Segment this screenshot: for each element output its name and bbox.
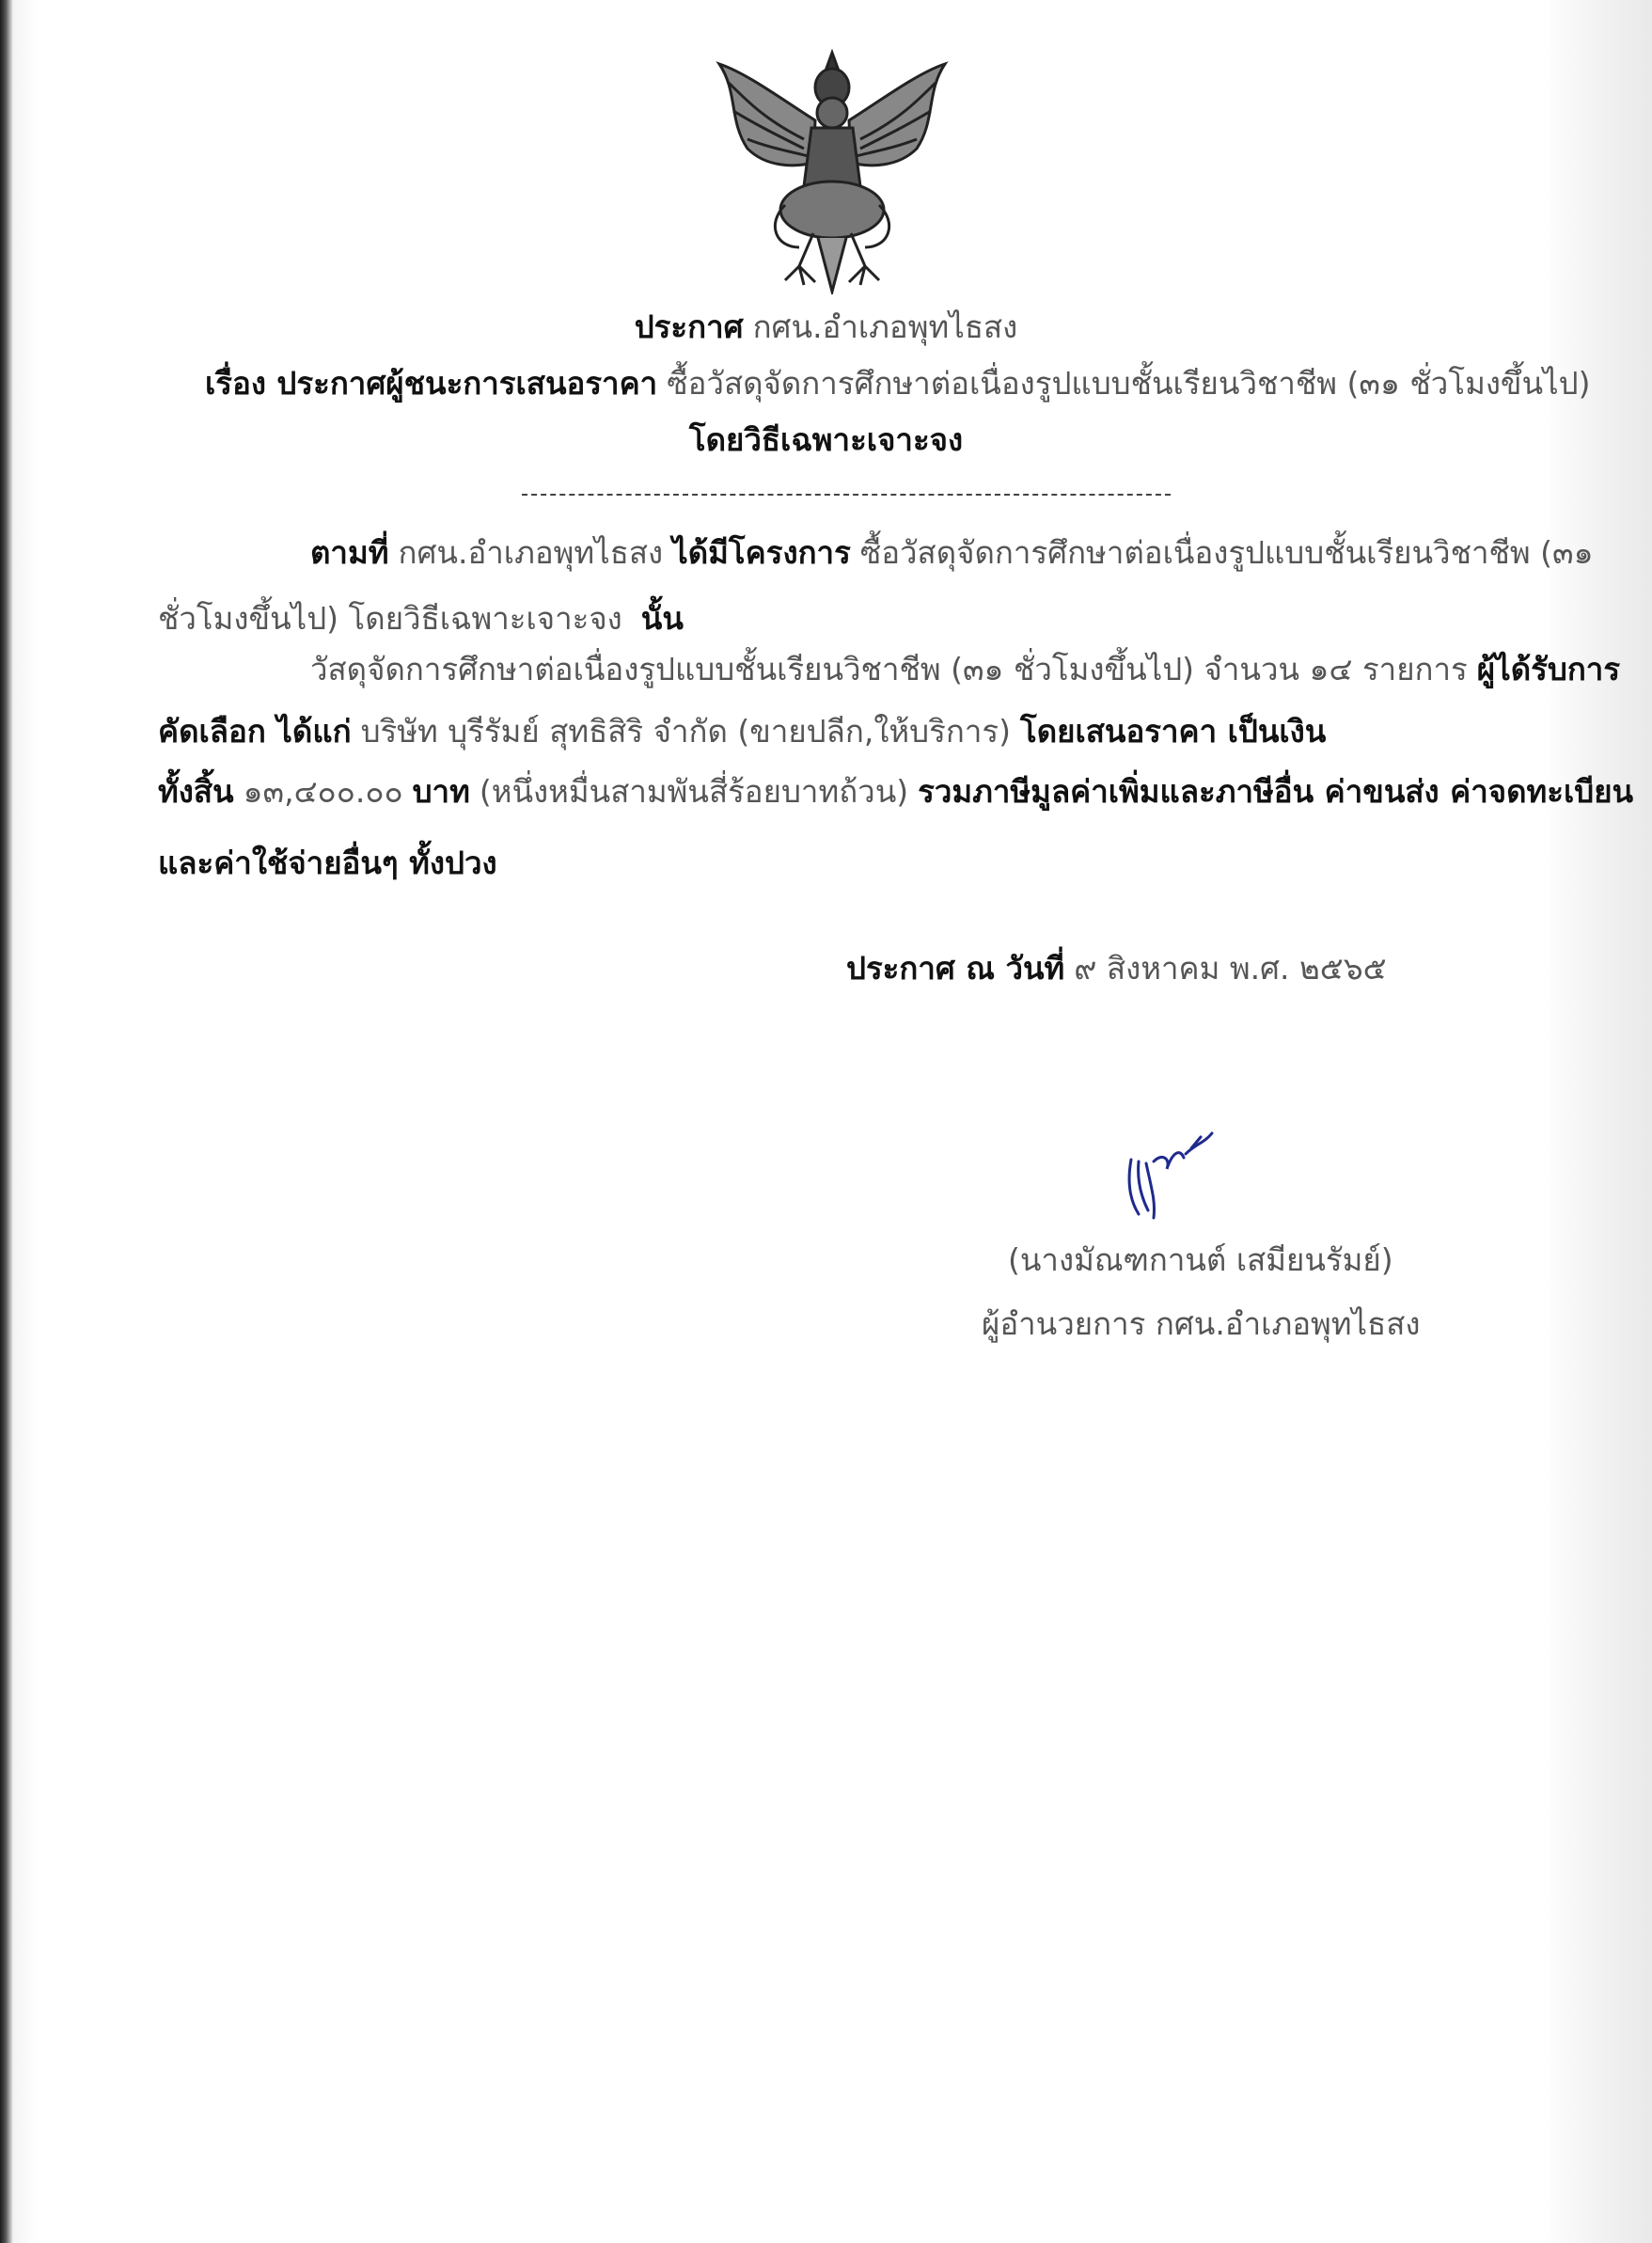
date-label: ประกาศ ณ วันที่ bbox=[846, 950, 1065, 987]
p2-l3-a: ทั้งสิ้น bbox=[158, 773, 234, 810]
p2-l1-b: ผู้ได้รับการ bbox=[1476, 651, 1621, 687]
announcement-title bbox=[0, 307, 1652, 348]
p1-l2-a: ชั่วโมงขึ้นไป) โดยวิธีเฉพาะเจาะจง bbox=[158, 600, 622, 637]
announcement-method bbox=[0, 419, 1652, 461]
p2-l4: และค่าใช้จ่ายอื่นๆ ทั้งปวง bbox=[158, 845, 497, 881]
p2-l2-b: บริษัท บุรีรัมย์ สุทธิสิริ จำกัด (ขายปลีก,ให้บริการ) bbox=[360, 713, 1011, 750]
p2-l2-c: โดยเสนอราคา เป็นเงิน bbox=[1019, 713, 1327, 750]
title-org: กศน.อำเภอพุทไธสง bbox=[752, 308, 1018, 345]
p2-l3-e: รวมภาษีมูลค่าเพิ่มและภาษีอื่น ค่าขนส่ง ค่าจดทะเบียน bbox=[918, 773, 1634, 810]
p1-l1-b: กศน.อำเภอพุทไธสง bbox=[398, 534, 664, 571]
paragraph-2-line-4 bbox=[158, 843, 497, 884]
p1-l2-b: นั้น bbox=[640, 600, 684, 637]
signer-position-text: ผู้อำนวยการ กศน.อำเภอพุทไธสง bbox=[982, 1305, 1421, 1342]
handwritten-signature-icon bbox=[1114, 1124, 1218, 1227]
p2-l3-c: บาท bbox=[412, 773, 470, 810]
paragraph-2-line-2 bbox=[158, 711, 1326, 752]
title-label: ประกาศ bbox=[634, 308, 744, 345]
paragraph-1-line-1 bbox=[310, 532, 1594, 574]
garuda-emblem-icon bbox=[710, 45, 954, 294]
p2-l1-a: วัสดุจัดการศึกษาต่อเนื่องรูปแบบชั้นเรียนวิชาชีพ (๓๑ ชั่วโมงขึ้นไป) จำนวน ๑๔ รายการ bbox=[310, 651, 1468, 687]
paragraph-2-line-3 bbox=[158, 771, 1633, 813]
paragraph-1-line-2 bbox=[158, 598, 684, 640]
p2-l3-d: (หนึ่งหมื่นสามพันสี่ร้อยบาทถ้วน) bbox=[479, 773, 909, 810]
announcement-date bbox=[846, 948, 1387, 989]
p1-l1-d: ซื้อวัสดุจัดการศึกษาต่อเนื่องรูปแบบชั้นเรียนวิชาชีพ (๓๑ bbox=[859, 534, 1594, 571]
p2-l2-a: คัดเลือก ได้แก่ bbox=[158, 713, 352, 750]
paragraph-2-line-1 bbox=[310, 649, 1620, 690]
announcement-subject bbox=[205, 363, 1590, 404]
date-value: ๙ สิงหาคม พ.ศ. ๒๕๖๕ bbox=[1074, 950, 1387, 987]
signer-position bbox=[982, 1303, 1421, 1345]
subject-text: ซื้อวัสดุจัดการศึกษาต่อเนื่องรูปแบบชั้นเรียนวิชาชีพ (๓๑ ชั่วโมงขึ้นไป) bbox=[667, 365, 1591, 402]
signer-name bbox=[1008, 1240, 1393, 1281]
method-text: โดยวิธีเฉพาะเจาะจง bbox=[688, 421, 964, 458]
signer-name-text: (นางมัณฑกานต์ เสมียนรัมย์) bbox=[1008, 1241, 1393, 1278]
header-divider bbox=[522, 494, 1171, 496]
p1-l1-a: ตามที่ bbox=[310, 534, 389, 571]
subject-label: เรื่อง ประกาศผู้ชนะการเสนอราคา bbox=[205, 365, 658, 402]
p1-l1-c: ได้มีโครงการ bbox=[672, 534, 851, 571]
p2-l3-b: ๑๓,๔๐๐.๐๐ bbox=[243, 773, 403, 810]
